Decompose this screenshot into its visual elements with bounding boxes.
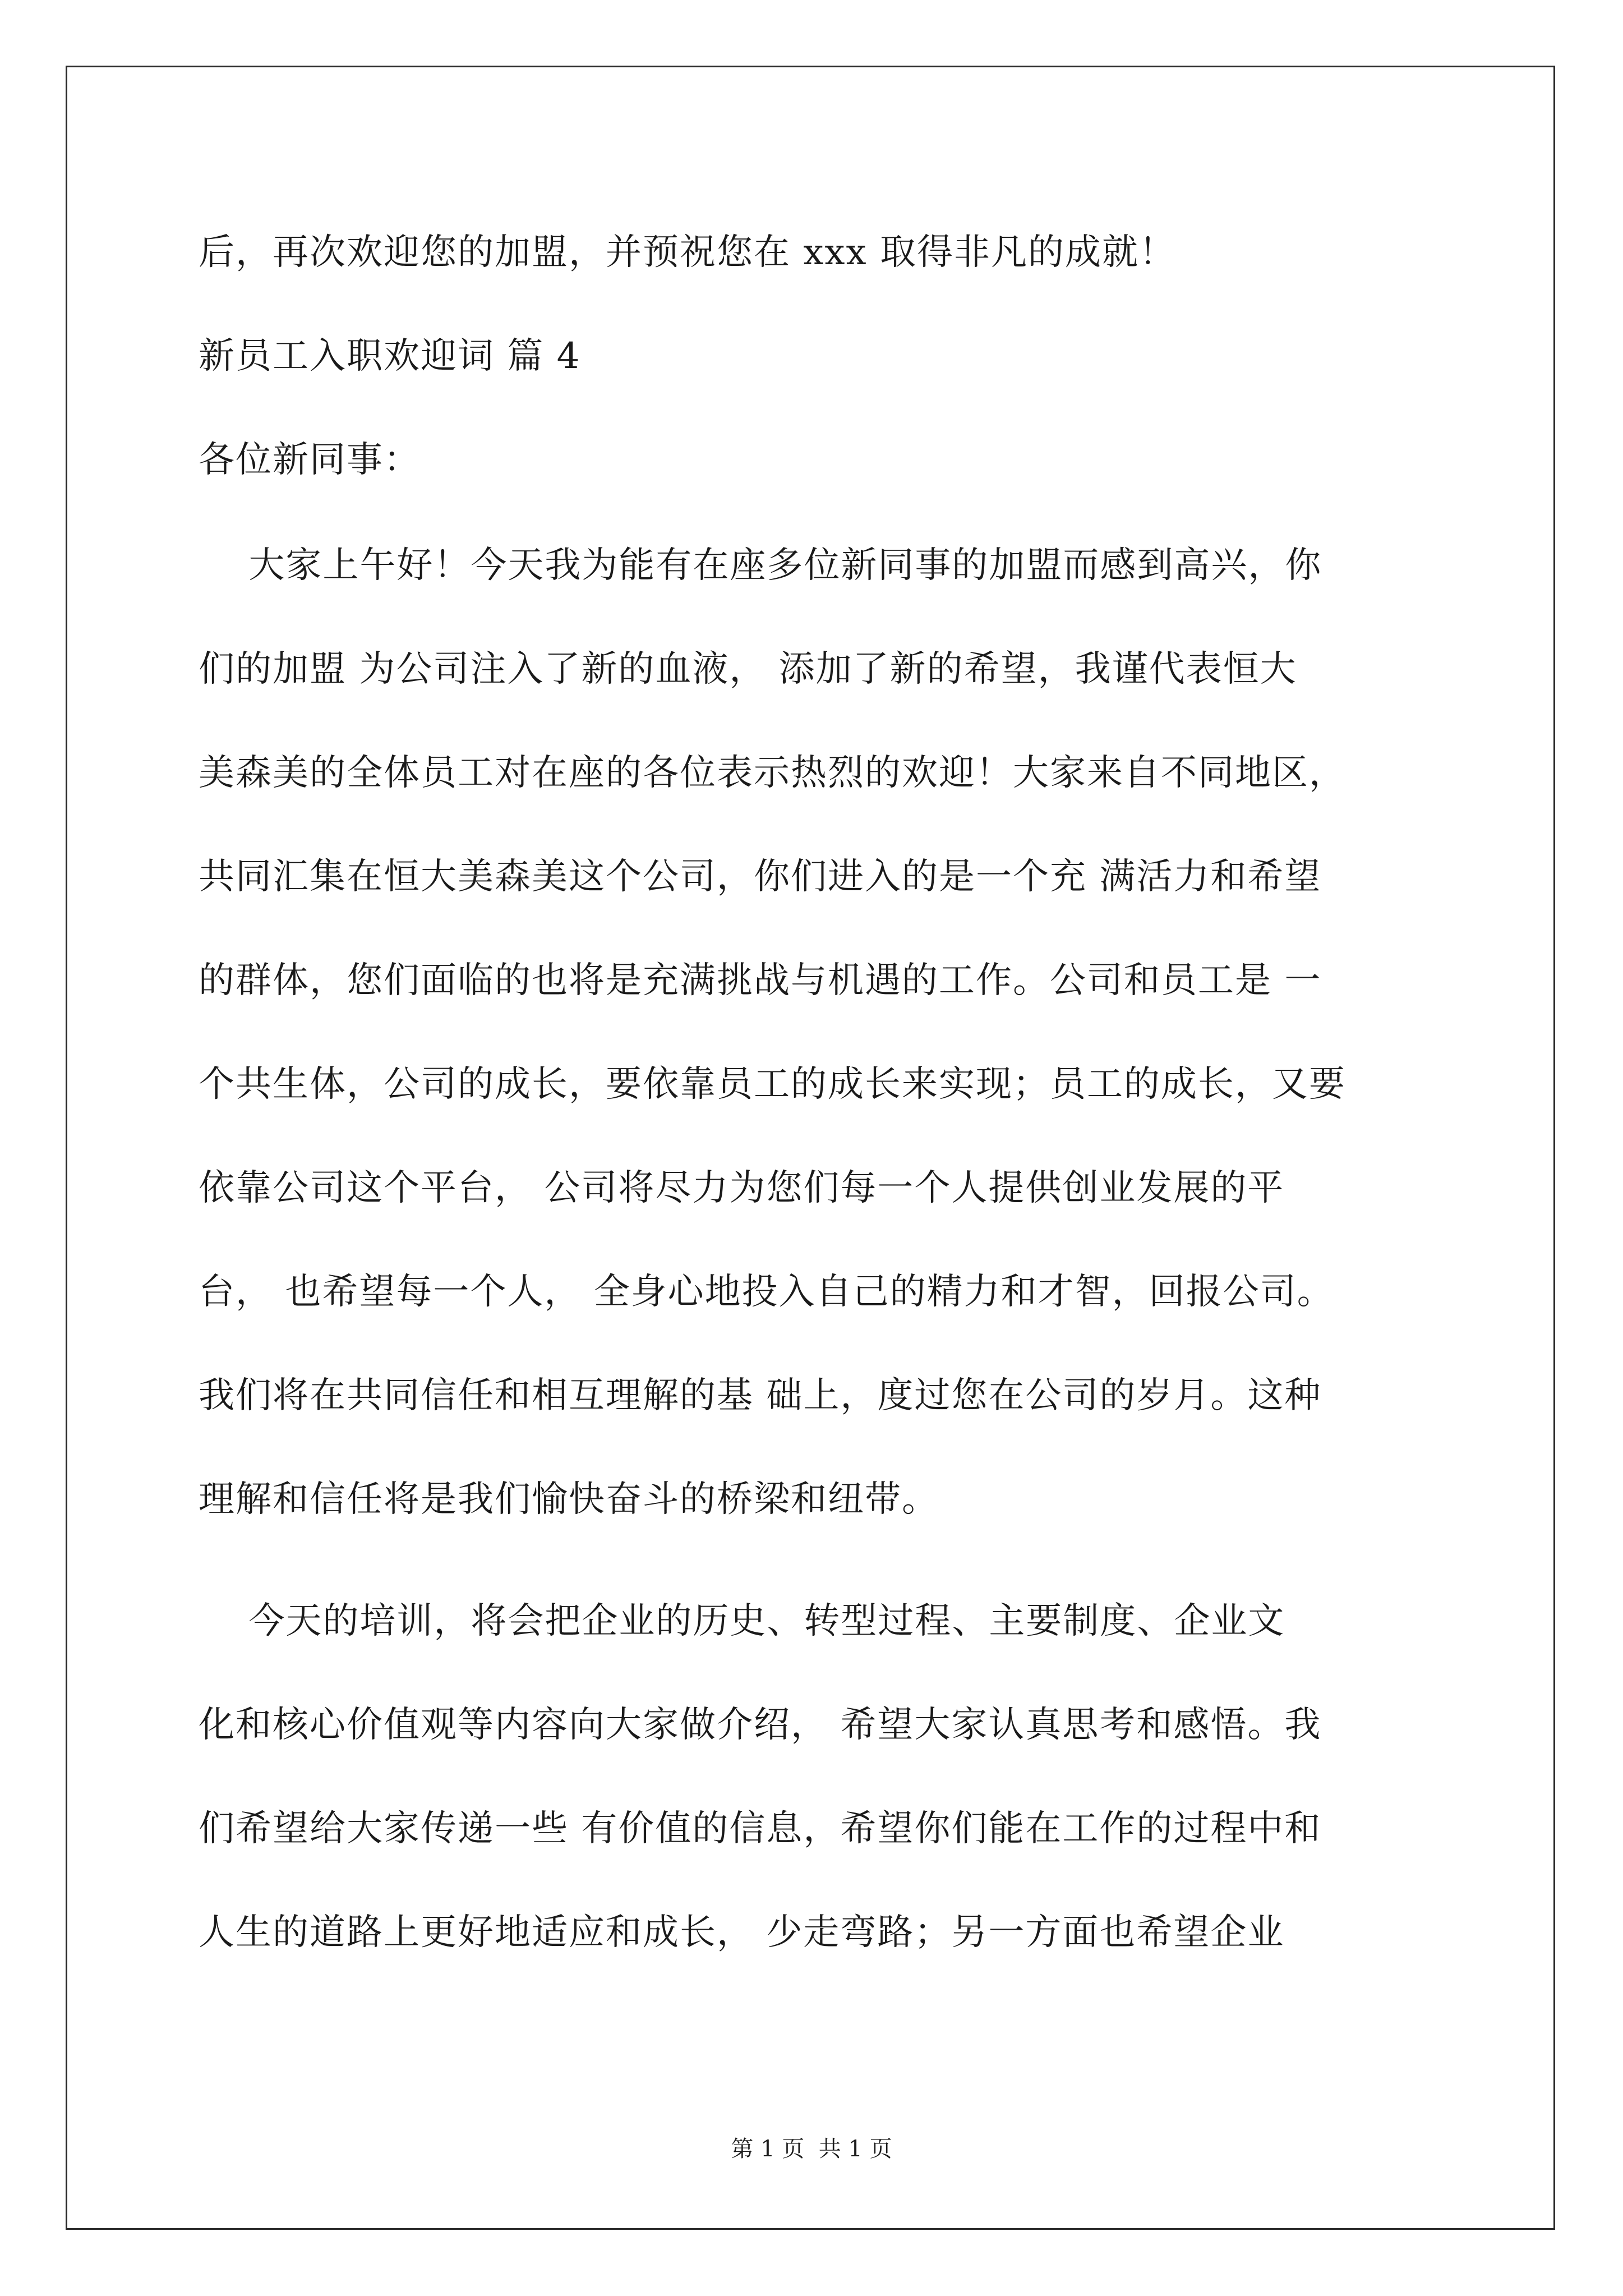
- text-line: 化和核心价值观等内容向大家做介绍， 希望大家认真思考和感悟。我: [199, 1704, 1322, 1746]
- text-line: 我们将在共同信任和相互理解的基 础上，度过您在公司的岁月。这种: [199, 1375, 1322, 1416]
- text-line: 后，再次欢迎您的加盟，并预祝您在 xxx 取得非凡的成就！: [199, 232, 1176, 273]
- text-line: 个共生体，公司的成长，要依靠员工的成长来实现；员工的成长，又要: [199, 1064, 1346, 1105]
- text-line: 依靠公司这个平台， 公司将尽力为您们每一个人提供创业发展的平: [199, 1167, 1285, 1209]
- salutation: 各位新同事：: [199, 439, 421, 481]
- text-line: 共同汇集在恒大美森美这个公司，你们进入的是一个充 满活力和希望: [199, 856, 1322, 898]
- text-line: 的群体，您们面临的也将是充满挑战与机遇的工作。公司和员工是 一: [199, 960, 1322, 1001]
- text-line: 人生的道路上更好地适应和成长， 少走弯路；另一方面也希望企业: [199, 1912, 1285, 1953]
- section-heading: 新员工入职欢迎词 篇 4: [199, 335, 581, 377]
- text-line: 美森美的全体员工对在座的各位表示热烈的欢迎！大家来自不同地区，: [199, 752, 1346, 794]
- text-line: 理解和信任将是我们愉快奋斗的桥梁和纽带。: [199, 1479, 939, 1520]
- text-line: 今天的培训，将会把企业的历史、转型过程、主要制度、企业文: [199, 1600, 1285, 1642]
- text-line: 台， 也希望每一个人， 全身心地投入自己的精力和才智，回报公司。: [199, 1271, 1334, 1313]
- text-line: 们希望给大家传递一些 有价值的信息，希望你们能在工作的过程中和: [199, 1808, 1322, 1849]
- page-border: [66, 66, 1555, 2230]
- text-line: 们的加盟 为公司注入了新的血液， 添加了新的希望，我谨代表恒大: [199, 648, 1297, 690]
- page-number-footer: 第 1 页 共 1 页: [731, 2136, 892, 2162]
- text-line: 大家上午好！今天我为能有在座多位新同事的加盟而感到高兴，你: [199, 545, 1322, 586]
